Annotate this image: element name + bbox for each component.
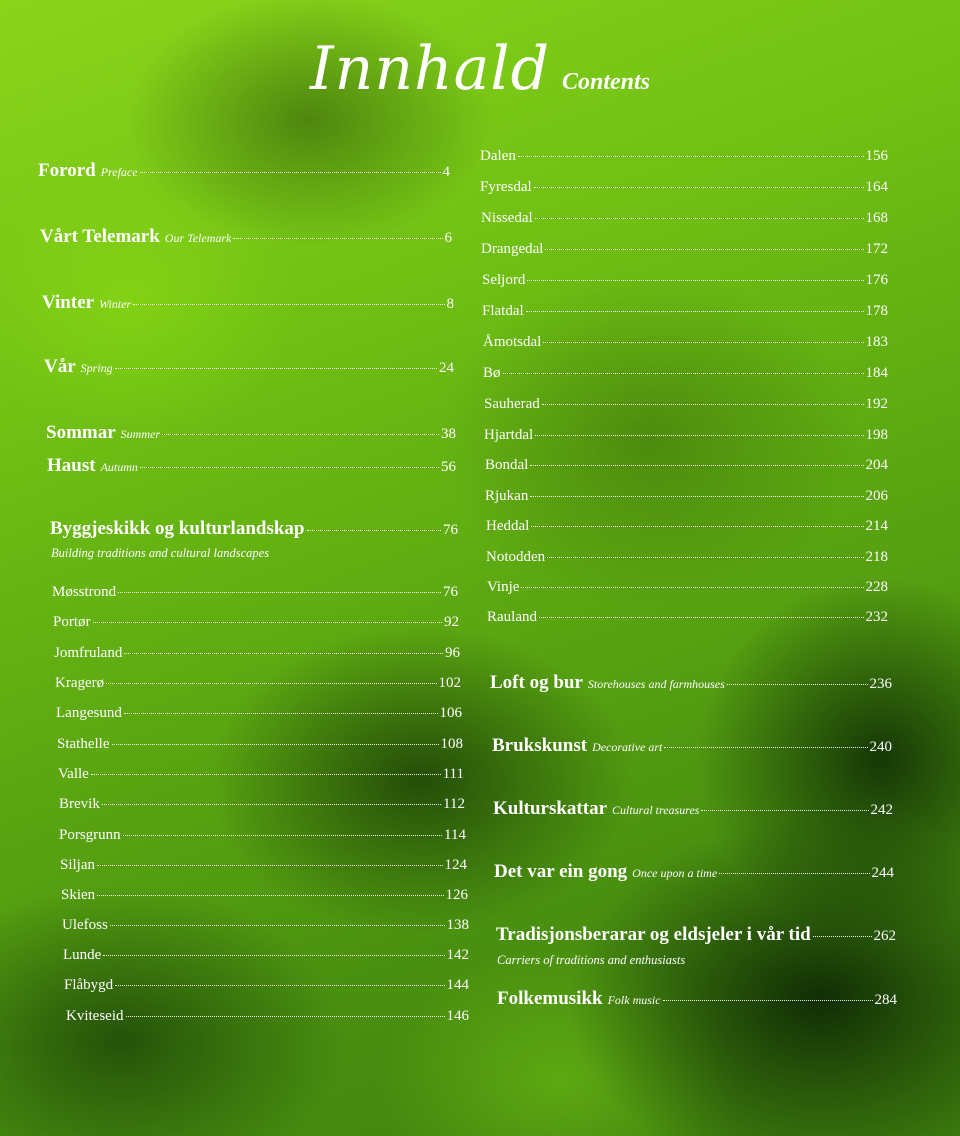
toc-page: 114 (444, 827, 466, 843)
toc-page: 106 (439, 705, 462, 721)
toc-label: Skien (61, 887, 96, 903)
toc-page: 228 (865, 579, 888, 595)
toc-label: Forord (38, 160, 96, 181)
toc-label: Loft og bur (490, 672, 583, 693)
toc-page: 206 (865, 488, 888, 504)
leader-dots (133, 304, 444, 305)
toc-label: Brevik (59, 796, 100, 812)
toc-label: Valle (58, 766, 89, 782)
leader-dots (123, 835, 442, 836)
leader-dots (103, 955, 444, 956)
leader-dots (126, 1016, 445, 1017)
toc-label: Drangedal (481, 241, 544, 257)
toc-entry-brukskunst[interactable] (492, 735, 892, 757)
title-main: Innhald (309, 34, 550, 104)
leader-dots (97, 895, 443, 896)
leader-dots (542, 404, 864, 405)
leader-dots (719, 873, 869, 874)
toc-english: Our Telemark (164, 231, 232, 245)
leader-dots (547, 557, 863, 558)
toc-page: 76 (443, 584, 458, 600)
toc-page: 198 (865, 427, 888, 443)
toc-entry-kulturskattar[interactable] (493, 798, 893, 820)
leader-dots (140, 467, 439, 468)
toc-label: Siljan (60, 857, 96, 873)
leader-dots (518, 156, 864, 157)
toc-page: 204 (865, 457, 888, 473)
toc-label: Folkemusikk (497, 988, 603, 1009)
leader-dots (233, 238, 442, 239)
toc-entry-place[interactable] (487, 579, 888, 596)
toc-page: 156 (865, 148, 888, 164)
toc-label: Vårt Telemark (40, 226, 160, 247)
toc-label: Bondal (485, 457, 529, 473)
leader-dots (115, 368, 437, 369)
leader-dots (527, 280, 863, 281)
leader-dots (93, 622, 443, 623)
toc-page: 92 (444, 614, 459, 630)
toc-page: 176 (865, 272, 888, 288)
toc-page: 4 (442, 164, 450, 180)
leader-dots (307, 530, 442, 531)
toc-label: Jomfruland (54, 645, 123, 661)
toc-entry-place[interactable] (483, 365, 888, 382)
toc-entry-place[interactable] (480, 148, 888, 165)
toc-entry-sommar[interactable] (46, 422, 456, 444)
toc-label: Flåbygd (64, 977, 114, 993)
toc-page: 183 (865, 334, 888, 350)
toc-label: Seljord (482, 272, 526, 288)
leader-dots (531, 526, 863, 527)
toc-page: 111 (442, 766, 464, 782)
toc-label: Bø (483, 365, 501, 381)
toc-entry-place[interactable] (486, 518, 888, 535)
leader-dots (503, 373, 864, 374)
leader-dots (110, 925, 445, 926)
toc-entry-place[interactable] (57, 736, 463, 753)
leader-dots (102, 804, 441, 805)
leader-dots (106, 683, 436, 684)
toc-page: 142 (446, 947, 469, 963)
toc-page: 168 (865, 210, 888, 226)
leader-dots (813, 936, 872, 937)
toc-label: Nissedal (481, 210, 533, 226)
leader-dots (162, 434, 439, 435)
leader-dots (539, 617, 864, 618)
leader-dots (663, 1000, 873, 1001)
toc-page: 138 (446, 917, 469, 933)
toc-label: Heddal (486, 518, 530, 534)
toc-page: 218 (865, 549, 888, 565)
toc-entry-place[interactable] (482, 303, 888, 320)
toc-label: Ulefoss (62, 917, 108, 933)
toc-entry-byggjeskikk[interactable] (50, 518, 458, 540)
toc-entry-place[interactable] (484, 427, 888, 444)
toc-entry-place[interactable] (56, 705, 462, 722)
leader-dots (115, 985, 444, 986)
toc-label: Møsstrond (52, 584, 117, 600)
toc-page: 38 (441, 426, 456, 442)
toc-page: 236 (869, 676, 892, 692)
toc-label: Porsgrunn (59, 827, 121, 843)
toc-label: Langesund (56, 705, 122, 721)
toc-entry-det-var-ein-gong[interactable] (494, 861, 894, 883)
toc-page: 214 (865, 518, 888, 534)
toc-label: Kragerø (55, 675, 105, 691)
toc-page: 262 (873, 928, 896, 944)
toc-page: 108 (440, 736, 463, 752)
leader-dots (530, 496, 863, 497)
toc-label: Sauherad (484, 396, 540, 412)
toc-label: Rauland (487, 609, 537, 625)
toc-page: 232 (865, 609, 888, 625)
toc-entry-place[interactable] (481, 241, 888, 258)
title-sub: Contents (561, 69, 651, 95)
toc-entry-vinter[interactable] (42, 292, 454, 314)
leader-dots (664, 747, 867, 748)
toc-entry-place[interactable] (487, 609, 888, 626)
toc-entry-place[interactable] (58, 766, 464, 783)
toc-entry-place[interactable] (55, 675, 461, 692)
toc-entry-place[interactable] (53, 614, 459, 631)
toc-page: 126 (445, 887, 468, 903)
toc-entry-place[interactable] (66, 1008, 469, 1025)
toc-page: 284 (874, 992, 897, 1008)
toc-label: Flatdal (482, 303, 524, 319)
toc-label: Portør (53, 614, 91, 630)
leader-dots (701, 810, 868, 811)
toc-page: 102 (438, 675, 461, 691)
toc-entry-place[interactable] (54, 645, 460, 662)
toc-page: 8 (446, 296, 454, 312)
toc-english: Summer (120, 427, 160, 441)
toc-entry-place[interactable] (52, 584, 458, 601)
toc-entry-place[interactable] (63, 947, 469, 964)
leader-dots (535, 218, 864, 219)
toc-english: Winter (99, 297, 132, 311)
toc-english: Spring (80, 361, 113, 375)
toc-label: Lunde (63, 947, 102, 963)
toc-label: Åmotsdal (483, 334, 542, 350)
leader-dots (534, 187, 864, 188)
toc-english: Autumn (100, 460, 138, 474)
leader-dots (118, 592, 441, 593)
toc-page: 6 (444, 230, 452, 246)
toc-page: 184 (865, 365, 888, 381)
toc-label: Dalen (480, 148, 516, 164)
toc-entry-place[interactable] (486, 549, 888, 566)
toc-entry-place[interactable] (60, 857, 467, 874)
toc-page: 144 (446, 977, 469, 993)
toc-entry-place[interactable] (59, 796, 465, 813)
toc-label: Kviteseid (66, 1008, 124, 1024)
toc-entry-place[interactable] (481, 210, 888, 227)
toc-entry-var[interactable] (44, 356, 454, 378)
toc-label: Haust (47, 455, 96, 476)
toc-page: 96 (445, 645, 460, 661)
leader-dots (543, 342, 863, 343)
leader-dots (140, 172, 441, 173)
toc-label: Tradisjonsberarar og eldsjeler i vår tid (496, 924, 811, 945)
toc-page: 164 (865, 179, 888, 195)
leader-dots (545, 249, 863, 250)
toc-page: 146 (446, 1008, 469, 1024)
toc-label: Hjartdal (484, 427, 534, 443)
toc-label: Notodden (486, 549, 546, 565)
toc-entry-place[interactable] (482, 272, 888, 289)
toc-entry-vart-telemark[interactable] (40, 226, 452, 248)
toc-label: Stathelle (57, 736, 110, 752)
toc-english: Storehouses and farmhouses (587, 677, 725, 691)
leader-dots (91, 774, 441, 775)
toc-entry-place[interactable] (62, 917, 469, 934)
leader-dots (124, 713, 438, 714)
toc-label: Kulturskattar (493, 798, 607, 819)
page-title (0, 34, 960, 104)
toc-english: Folk music (607, 993, 661, 1007)
toc-page: 172 (865, 241, 888, 257)
toc-page: 76 (443, 522, 458, 538)
toc-label: Fyresdal (480, 179, 532, 195)
toc-page: 240 (869, 739, 892, 755)
leader-dots (526, 311, 864, 312)
toc-page: 244 (871, 865, 894, 881)
toc-label: Det var ein gong (494, 861, 628, 882)
leader-dots (535, 435, 863, 436)
toc-label: Vinje (487, 579, 520, 595)
toc-page: 56 (441, 459, 456, 475)
toc-label: Rjukan (485, 488, 529, 504)
leader-dots (530, 465, 863, 466)
toc-label: Sommar (46, 422, 116, 443)
toc-entry-place[interactable] (64, 977, 469, 994)
leader-dots (521, 587, 863, 588)
toc-english: Preface (100, 165, 138, 179)
toc-page: 24 (439, 360, 454, 376)
toc-entry-forord[interactable] (38, 160, 450, 182)
toc-subtitle: Carriers of traditions and enthusiasts (497, 953, 686, 967)
leader-dots (97, 865, 442, 866)
toc-entry-place[interactable] (483, 334, 888, 351)
toc-page: 242 (870, 802, 893, 818)
toc-page: 178 (865, 303, 888, 319)
toc-entry-place[interactable] (485, 488, 888, 505)
leader-dots (727, 684, 868, 685)
toc-entry-place[interactable] (59, 827, 466, 844)
toc-page: 112 (443, 796, 465, 812)
toc-english: Once upon a time (632, 866, 718, 880)
toc-entry-tradisjonsberarar[interactable] (496, 924, 896, 946)
toc-entry-haust[interactable] (47, 455, 456, 477)
toc-label: Vinter (42, 292, 95, 313)
leader-dots (112, 744, 439, 745)
toc-english: Decorative art (592, 740, 663, 754)
toc-entry-loft-og-bur[interactable] (490, 672, 892, 694)
toc-entry-place[interactable] (61, 887, 468, 904)
leader-dots (124, 653, 443, 654)
toc-subtitle: Building traditions and cultural landscapes (51, 546, 270, 560)
toc-label: Vår (44, 356, 76, 377)
toc-english: Cultural treasures (612, 803, 700, 817)
toc-label: Byggjeskikk og kulturlandskap (50, 518, 305, 539)
toc-page: 124 (444, 857, 467, 873)
toc-entry-place[interactable] (485, 457, 888, 474)
toc-entry-folkemusikk[interactable] (497, 988, 897, 1010)
toc-page: 192 (865, 396, 888, 412)
toc-entry-place[interactable] (484, 396, 888, 413)
toc-label: Brukskunst (492, 735, 588, 756)
toc-entry-place[interactable] (480, 179, 888, 196)
